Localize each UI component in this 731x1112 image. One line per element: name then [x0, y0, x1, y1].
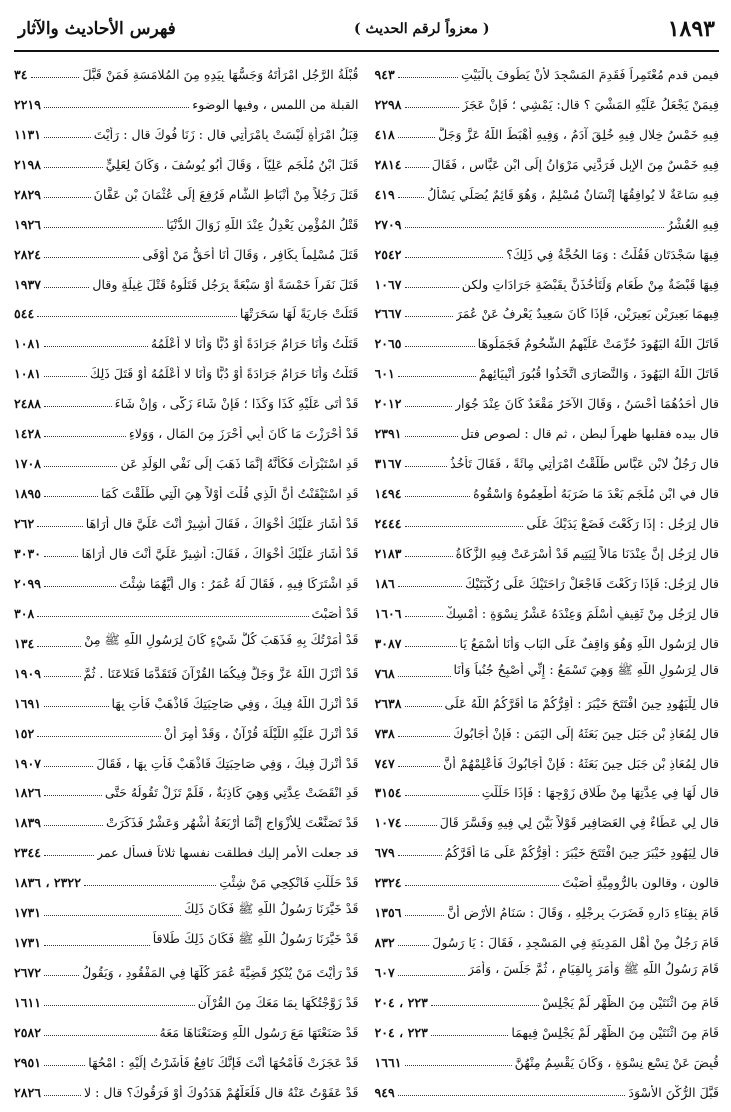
index-entry: [375, 56, 720, 86]
entry-text: قال لِيَهُودِ خَيْبَرَ حِينَ افْتَتَحَ خَيْبَرَ : أُقِرُّكُمْ عَلَى مَا أَقَرَّكُمُ: [444, 845, 719, 861]
left-column: [14, 56, 367, 1104]
leader-dots: [405, 615, 443, 617]
hadith-number: ١٤٢٨: [14, 426, 42, 442]
entry-text: قال في ابْنِ مُلْجَمٍ بَعْدَ مَا ضَرَبَهُ أَطْعِمُوهُ وَاسْقُوهُ: [473, 486, 719, 502]
entry-text: قال لَهَا فِي عِدَّتِهَا مِنْ طَلاقِ زَوْجِهَا : فَإِذَا حَلَلْتِ: [481, 785, 719, 801]
leader-dots: [398, 585, 462, 587]
hadith-number: ٢٩٥١: [14, 1054, 42, 1070]
entry-text: قَدْ أَتَى عَلَيْهِ كَذَا وَكَذَا ؛ فَإِنْ شَاءَ زَكَّى ، وَإِنْ شَاءَ: [114, 396, 359, 412]
entry-text: قال لِرَسُولِ اللَّهِ ﷺ وَهِيَ تَسْمَعُ : إِنِّي أُصْبِحُ جُنُباً وَأَنَا: [453, 661, 719, 677]
index-entry: [14, 1044, 359, 1074]
entry-text: قَتَلَتْ جَارِيَةً لَهَا سَحَرَتْهَا: [239, 306, 359, 322]
hadith-number: ٢٥٤٢: [374, 246, 402, 262]
index-entry: [375, 445, 720, 475]
entry-text: قال لِمُعَاذِ بْنِ جَبَلٍ حِينَ بَعَثَهُ : فَإِنْ أَجَابُوكَ فَأَعْلِمْهُمْ أَنَّ: [443, 755, 719, 771]
entry-text: قَدِ اشْتَرَكَا فِيهِ ، فَقَالَ لَهُ عُمَرُ : وَالِ أَيَّهُمَا شِئْتَ: [119, 575, 359, 591]
index-entry: [375, 745, 720, 775]
entry-text: قَدْ خَيَّرَنَا رَسُولُ اللَّهِ ﷺ فَكَانَ ذَلِكَ: [184, 901, 359, 917]
leader-dots: [398, 136, 435, 138]
hadith-number: ١٩٠٩: [14, 665, 42, 681]
hadith-number: ٢٢٣ ، ٢٠٤: [374, 995, 428, 1010]
entry-text: فيمن قدم مُعْتَمِراً فَقَدِمَ المَسْجِدَ لأَنْ يَطُوفَ بِالْبَيْتِ: [461, 66, 719, 82]
leader-dots: [398, 1094, 626, 1096]
entry-text: قَدْ تَصَنَّعْتَ لِلأَزْوَاجِ إِنَّمَا أَرْبَعَةُ أَشْهُرٍ وَعَشْرٌ فَذَكَرَتْ: [105, 815, 359, 831]
hadith-number: ٦٠١: [374, 366, 395, 382]
hadith-number: ٢٤٤٤: [374, 516, 402, 531]
index-entry: [14, 775, 359, 805]
leader-dots: [405, 256, 504, 258]
entry-text: قَدْ زَوَّجْتُكَهَا بِمَا مَعَكَ مِنَ القُرْآنِ: [197, 995, 359, 1010]
index-entry: [375, 1044, 720, 1074]
hadith-number: ٢٧٠٩: [374, 216, 402, 232]
hadith-number: ١٣٤: [14, 635, 35, 651]
entry-text: قَدِ انْقَضَتْ عِدَّتِي وَهِيَ كَاذِبَةٌ ، فَلَمْ تَزَلْ تَقُولُهُ حَتَّى: [104, 785, 359, 801]
leader-dots: [44, 166, 103, 168]
leader-dots: [431, 1004, 539, 1006]
leader-dots: [44, 1094, 81, 1096]
index-entry: [14, 505, 359, 535]
entry-text: قال لِرَجُلٍ إِنَّ عِنْدَنَا مَالاً لِيَتِيمٍ قَدْ أَسْرَعَتْ فِيهِ الزَّكَاةُ: [455, 545, 719, 561]
index-entry: [14, 954, 359, 984]
right-column: [367, 56, 720, 1104]
hadith-number: ٣٠٣٠: [14, 545, 42, 561]
hadith-number: ٢٤٨٨: [14, 396, 42, 412]
hadith-number: ١٤٩٤: [374, 486, 402, 502]
leader-dots: [398, 854, 442, 856]
entry-text: قد جعلت الأمر إليك فطلقت نفسها ثلاثاً فسأل عمر: [96, 845, 359, 861]
entry-text: قَدْ صَنَعْتَهَا مَعَ رَسُولِ اللَّهِ وَصَنَعْنَاهَا مَعَهُ: [159, 1024, 359, 1040]
index-entry: [14, 116, 359, 146]
entry-text: قَتَلَ رَجُلاً مِنْ أَنْبَاطِ الشَّامِ فَرُفِعَ إِلَى عُثْمَانَ بْنِ عَفَّانَ: [93, 186, 359, 202]
entry-text: قَدِ اسْتَبْرَأْتَ فَكَأَنَّهُ إِنَّمَا ذَهَبَ إِلَى نَفْيِ الوَلَدِ عَنِ: [120, 456, 359, 472]
index-entry: [375, 176, 720, 206]
entry-text: قَدْ أُنْزِلَ عَلَيْهِ اللَّيْلَةَ قُرْآنٌ ، وَقَدْ أُمِرَ أَنْ: [163, 725, 359, 741]
leader-dots: [37, 315, 237, 317]
hadith-number: ٢٠٩٩: [14, 575, 42, 591]
entry-text: قَامَ رَسُولُ اللَّهِ ﷺ وَأَمَرَ بِالقِيَامِ ، ثُمَّ جَلَسَ ، وَأَمَرَ: [467, 961, 719, 977]
entry-text: قال لِلْيَهُودِ حِينَ افْتَتَحَ خَيْبَرَ : أُقِرُّكُمْ مَا أَقَرَّكُمُ اللَّهُ عَلَى: [444, 695, 719, 711]
entry-text: قَبَّلَ الرُّكْنَ الأَسْوَدَ: [628, 1084, 719, 1100]
entry-text: قَتَلْتُ وَأَنَا حَرَامٌ جَرَادَةً أَوْ دُبًّا وَأَنَا لا أَعْلَمُهُ أَوْ قَتَلَ ذَلِكَ: [89, 366, 359, 382]
index-entry: [14, 834, 359, 864]
entry-text: قَدْ رَأَيْتَ مَنْ يُنْكِرُ قَضِيَّةَ عُمَرَ كُلَّهَا فِي المَفْقُودِ ، وَيَقُولُ: [82, 965, 359, 981]
index-entry: [375, 355, 720, 385]
index-entry: [14, 56, 359, 86]
entry-text: فِيهِ خَمْسُ خِلالٍ فِيهِ خُلِقَ آدَمُ ، وَفِيهِ أَهْبَطَ اللَّهُ عَزَّ وَجَلَّ: [438, 126, 719, 142]
index-entry: [14, 535, 359, 565]
index-entry: [14, 595, 359, 625]
hadith-number: ٢٨٢٤: [14, 246, 42, 262]
leader-dots: [405, 495, 471, 497]
hadith-number: ٢٥٨٢: [14, 1024, 42, 1040]
leader-dots: [398, 196, 425, 198]
hadith-number: ١١٣١: [14, 126, 42, 142]
header-center-note: ( معزواً لرقم الحديث ): [353, 21, 490, 37]
index-entry: [14, 894, 359, 924]
leader-dots: [44, 405, 112, 407]
entry-text: قَدْ عَفَوْتُ عَنْهُ قال فَلَعَلَّهُمْ هَدَدُوكَ أَوْ فَرَقُوكَ؟ قال : لا: [84, 1084, 359, 1100]
hadith-number: ٢٨٢٦: [14, 1084, 42, 1100]
leader-dots: [405, 106, 460, 108]
leader-dots: [44, 974, 79, 976]
hadith-number: ٥٤٤: [14, 306, 35, 322]
entry-text: قَامَ رَجُلٌ مِنْ أَهْلِ المَدِينَةِ فِي المَسْجِدِ ، فَقَالَ : يَا رَسُولَ: [432, 935, 719, 951]
hadith-number: ٦٠٧: [374, 965, 395, 981]
entry-text: فِيهِ خَمْسٌ مِنَ الإِبِلِ فَرَدَّنِي مَرْوَانُ إِلَى ابْنِ عَبَّاسٍ ، فَقَالَ: [431, 156, 719, 172]
leader-dots: [44, 465, 117, 467]
hadith-number: ٢١٩٨: [14, 156, 42, 172]
hadith-number: ١٧٣١: [14, 905, 42, 921]
entry-text: القبلة من اللمس ، وفيها الوضوء: [192, 96, 359, 112]
hadith-number: ٩٤٣: [374, 66, 395, 82]
leader-dots: [405, 914, 445, 916]
leader-dots: [405, 705, 442, 707]
hadith-number: ٢٦٦٧: [374, 306, 402, 322]
index-entry: [14, 415, 359, 445]
index-entry: [14, 475, 359, 505]
hadith-number: ١٠٨١: [14, 366, 42, 382]
index-entry: [14, 86, 359, 116]
hadith-number: ٢٢١٩: [14, 96, 42, 112]
hadith-number: ٢٣٤٤: [14, 845, 42, 861]
leader-dots: [37, 645, 81, 647]
hadith-number: ٢٠١٢: [374, 396, 402, 412]
leader-dots: [398, 375, 476, 377]
leader-dots: [44, 854, 94, 856]
leader-dots: [44, 256, 139, 258]
hadith-number: ٤١٩: [374, 186, 395, 202]
index-entry: [375, 266, 720, 296]
leader-dots: [398, 735, 450, 737]
index-entry: [14, 355, 359, 385]
hadith-number: ١٩٣٧: [14, 276, 42, 292]
leader-dots: [44, 136, 91, 138]
hadith-number: ١٠٨١: [14, 336, 42, 352]
hadith-number: ٢٢٣ ، ٢٠٤: [374, 1024, 428, 1040]
hadith-number: ٣٠٨٧: [374, 635, 402, 651]
hadith-number: ٣٤: [14, 66, 28, 82]
leader-dots: [405, 884, 560, 886]
hadith-number: ٧٤٧: [374, 755, 395, 771]
index-entry: [14, 385, 359, 415]
leader-dots: [398, 76, 458, 78]
index-entry: [375, 565, 720, 595]
entry-text: قال لِرَجُلٍ مِنْ ثَقِيفٍ أَسْلَمَ وَعِنْدَهُ عَشْرُ نِسْوَةٍ : أَمْسِكْ: [445, 605, 719, 621]
hadith-number: ٢٣٩١: [374, 426, 402, 442]
leader-dots: [37, 615, 308, 617]
entry-text: فِيهِ سَاعَةٌ لا يُوافِقُهَا إِنْسَانٌ مُسْلِمٌ ، وَهُوَ قَائِمٌ يُصَلِّي يَسْأَلُ: [427, 186, 719, 202]
entry-text: قَدْ أَشَارَ عَلَيْكَ أَخْوَاكَ ، فَقَالَ: أَشِيرْ عَلَيَّ أَنْتَ قال أَرَاهَا: [81, 545, 359, 561]
index-entry: [14, 1074, 359, 1104]
hadith-number: ٣٠٨: [14, 605, 35, 621]
index-entry: [375, 685, 720, 715]
index-entry: [14, 445, 359, 475]
leader-dots: [44, 196, 91, 198]
hadith-number: ٣١٥٤: [374, 785, 402, 801]
index-entry: [375, 206, 720, 236]
entry-text: قَدْ أَنْزَلَ اللَّهُ عَزَّ وَجَلَّ فِيكُمَا القُرْآنَ فَتَقَدَّمَا فَتَلاعَنَا . ثُمَّ: [83, 665, 359, 681]
index-entry: [375, 116, 720, 146]
index-entry: [14, 625, 359, 655]
header-title: فهرس الأحاديث والآثار: [18, 19, 176, 39]
leader-dots: [431, 1034, 508, 1036]
index-entry: [375, 775, 720, 805]
index-entry: [375, 834, 720, 864]
hadith-number: ٨٣٢: [374, 935, 395, 951]
hadith-number: ١٧٣١: [14, 935, 42, 951]
leader-dots: [44, 375, 87, 377]
leader-dots: [405, 286, 459, 288]
index-entry: [375, 864, 720, 894]
leader-dots: [405, 525, 524, 527]
index-entry: [14, 565, 359, 595]
entry-text: قَتَلَ نَفَراً خَمْسَةً أَوْ سَبْعَةً بِرَجُلٍ قَتَلُوهُ قَتْلَ غِيلَةٍ وقال: [92, 276, 359, 292]
entry-text: قال رَجُلٌ لابْنِ عَبَّاسٍ طَلَّقْتُ امْرَأَتِي مِائَةً ، فَقَالَ تَأْخُذُ: [450, 456, 719, 472]
leader-dots: [44, 345, 148, 347]
hadith-number: ٢١٨٣: [374, 545, 402, 561]
entry-text: قال لِي عَطَاءٌ فِي العَصَافِيرِ قَوْلاً بَيَّنَ لِي فِيهِ وَفَسَّرَ قَالَ: [439, 815, 719, 831]
leader-dots: [37, 525, 82, 527]
index-entry: [14, 1014, 359, 1044]
index-entry: [14, 296, 359, 326]
leader-dots: [398, 974, 465, 976]
entry-text: قال بيده فقلبها ظهراً لبطن ، ثم قال : لصوص فتل: [460, 426, 719, 442]
hadith-number: ١٧٠٨: [14, 456, 42, 472]
entry-text: قُبِضَ عَنْ تِسْعِ نِسْوَةٍ ، وَكَانَ يَقْسِمُ مِنْهُنَّ: [514, 1054, 719, 1070]
entry-text: قالون ، وقالون بالرُّومِيَّةِ أَصَبْتَ: [562, 875, 719, 891]
index-entry: [14, 984, 359, 1014]
hadith-number: ٢٠٦٥: [374, 336, 402, 352]
index-entry: [375, 924, 720, 954]
index-entry: [375, 625, 720, 655]
hadith-number: ٣١٦٧: [374, 456, 402, 472]
index-columns: [14, 56, 719, 1104]
hadith-number: ٦٧٩: [374, 845, 395, 861]
index-entry: [375, 236, 720, 266]
entry-text: قَدْ أَصَبْتَ: [311, 605, 359, 621]
leader-dots: [405, 226, 664, 228]
leader-dots: [44, 1004, 195, 1006]
entry-text: قَدْ أَمَرْتُكَ بِهِ فَذَهَبَ كُلُّ شَيْءٍ كَانَ لِرَسُولِ اللَّهِ ﷺ مِنْ: [84, 631, 359, 647]
entry-text: فِيهِ العُشْرُ: [666, 216, 719, 232]
entry-text: فِيهَا قَبْضَةٌ مِنْ طَعَامٍ وَلَتَأْخُذَنَّ بِقَبْضَةٍ جَرَادَاتٍ ولكن: [461, 276, 719, 292]
entry-text: قَتَلَ ابْنُ مُلْجَمٍ عَلِيّاً ، وَقَالَ أَبُو يُوسُفَ ، وَكَانَ لِعَلِيٍّ: [105, 156, 359, 172]
hadith-number: ١٨٩٥: [14, 486, 42, 502]
index-entry: [14, 236, 359, 266]
hadith-number: ٢٨٢٩: [14, 186, 42, 202]
hadith-number: ١٨٣٩: [14, 815, 42, 831]
entry-text: قَدْ عَجَزَتْ فَأَمْحُهَا أَنْتَ فَإِنَّكَ نَافِعٌ فَأَشَرْتُ إِلَيْهِ : امْحُهَا: [88, 1054, 359, 1070]
index-entry: [375, 325, 720, 355]
hadith-number: ٢٢٩٨: [374, 96, 402, 112]
hadith-number: ٢٣٢٢ ، ١٨٣٦: [14, 875, 81, 891]
index-entry: [375, 505, 720, 535]
leader-dots: [44, 824, 103, 826]
page-number: ١٨٩٣: [667, 16, 715, 42]
hadith-number: ١٨٢٦: [14, 785, 42, 801]
leader-dots: [405, 405, 452, 407]
leader-dots: [44, 495, 98, 497]
entry-text: قَدْ أُنْزِلَ اللَّهُ فِيكَ ، وَفِي صَاحِبَتِكَ فَاذْهَبْ فَأْتِ بِهَا: [111, 695, 359, 711]
leader-dots: [44, 1034, 156, 1036]
leader-dots: [405, 315, 453, 317]
index-entry: [375, 894, 720, 924]
index-entry: [14, 685, 359, 715]
leader-dots: [405, 465, 448, 467]
entry-text: فِيهَا سَجْدَتَانِ فَقُلْتُ : وَمَا الحُجَّةُ فِي ذَلِكَ؟: [506, 246, 719, 262]
page-header: [14, 8, 719, 52]
index-entry: [14, 325, 359, 355]
entry-text: قَاتَلَ اللَّهُ اليَهُودَ حُرِّمَتْ عَلَيْهِمُ الشُّحُومُ فَجَمَلُوهَا: [477, 336, 719, 352]
entry-text: قال لِمُعَاذِ بْنِ جَبَلٍ حِينَ بَعَثَهُ إِلَى اليَمَنِ : فَإِنْ أَجَابُوكَ: [453, 725, 719, 741]
index-entry: [375, 86, 720, 116]
entry-text: قَدْ أُنْزِلَ فِيكَ ، وَفِي صَاحِبَتِكَ فَاذْهَبْ فَأْتِ بِهَا ، فَقَالَ: [96, 755, 359, 771]
hadith-number: ٢٦٣٨: [374, 695, 402, 711]
leader-dots: [44, 794, 102, 796]
leader-dots: [405, 1064, 512, 1066]
entry-text: قَدْ أَحْرَزْتَ مَا كَانَ أَبِي أَحْرَزَ مِنَ المَالِ ، وَوَلاءِ: [128, 426, 359, 442]
hadith-number: ٧٦٨: [374, 665, 395, 681]
leader-dots: [84, 884, 216, 886]
leader-dots: [44, 765, 93, 767]
entry-text: قَدْ أَشَارَ عَلَيْكَ أَخْوَاكَ ، فَقَالَ أَشِيرْ أَنْتَ عَلَيَّ قال أَرَاهَا: [85, 516, 359, 531]
index-entry: [375, 415, 720, 445]
entry-text: فِيمَنْ يَجْعَلُ عَلَيْهِ المَشْيَ ؟ قال: يَمْشِي ؛ فَإِنْ عَجَزَ: [462, 96, 719, 112]
index-entry: [375, 1074, 720, 1104]
leader-dots: [44, 675, 80, 677]
index-entry: [14, 655, 359, 685]
leader-dots: [31, 76, 80, 78]
leader-dots: [405, 345, 475, 347]
index-entry: [375, 954, 720, 984]
entry-text: قال لِرَجُلٍ : إِذَا رَكَعْتَ فَضَعْ يَدَيْكَ عَلَى: [526, 516, 719, 531]
entry-text: قُبْلَةُ الرَّجُلِ امْرَأَتَهُ وَجَسُّهَا بِيَدِهِ مِنَ المُلامَسَةِ فَمَنْ قَبَّلَ: [82, 66, 359, 82]
index-entry: [375, 804, 720, 834]
leader-dots: [398, 944, 429, 946]
entry-text: قال أَحَدُهُمَا أَحْسَنُ ، وَقَالَ الآخَرُ مَقْعَدٌ كَانَ عِنْدَ جُوَارٍ: [454, 396, 719, 412]
hadith-number: ١٠٦٧: [374, 276, 402, 292]
entry-text: قَامَ مِنَ اثْنَتَيْنِ مِنَ الظُّهْرِ لَمْ يَجْلِسْ: [542, 995, 719, 1010]
leader-dots: [44, 944, 150, 946]
entry-text: قِبَلُ امْرَأَةٍ لَيْسَتْ بِامْرَأَتِي قال : زَنَا فُوكَ قال : رَأَيْتَ: [93, 126, 359, 142]
leader-dots: [44, 226, 163, 228]
leader-dots: [405, 824, 437, 826]
index-entry: [14, 146, 359, 176]
page: [14, 8, 719, 1104]
hadith-number: ٩٤٩: [374, 1084, 395, 1100]
leader-dots: [44, 1064, 85, 1066]
hadith-number: ١٨٦: [374, 575, 395, 591]
leader-dots: [44, 555, 78, 557]
hadith-number: ٢٦٢: [14, 516, 35, 531]
leader-dots: [405, 645, 457, 647]
entry-text: قَتَلْتُ وَأَنَا حَرَامٌ جَرَادَةً أَوْ دُبًّا وَأَنَا لا أَعْلَمُهُ: [150, 336, 359, 352]
entry-text: قَاتَلَ اللَّهُ اليَهُودَ ، وَالنَّصَارَى اتَّخَذُوا قُبُورَ أَنْبِيَائِهِمْ: [478, 366, 719, 382]
hadith-number: ٢٨١٤: [374, 156, 402, 172]
leader-dots: [44, 914, 181, 916]
hadith-number: ١٥٢: [14, 725, 35, 741]
leader-dots: [398, 765, 440, 767]
index-entry: [375, 535, 720, 565]
index-entry: [14, 745, 359, 775]
hadith-number: ٢٣٢٤: [374, 875, 402, 891]
entry-text: قَدْ خَيَّرَنَا رَسُولُ اللَّهِ ﷺ فَكَانَ ذَلِكَ طَلاقاً: [152, 931, 359, 947]
entry-text: قال لِرَجُلٍ: فَإِذَا رَكَعْتَ فَاجْعَلْ رَاحَتَيْكَ عَلَى رُكْبَتَيْكَ: [465, 575, 719, 591]
index-entry: [375, 385, 720, 415]
index-entry: [14, 924, 359, 954]
index-entry: [14, 864, 359, 894]
hadith-number: ١٦٦١: [374, 1054, 402, 1070]
leader-dots: [44, 435, 126, 437]
entry-text: قال لِرَسُولِ اللَّهِ وَهُوَ وَاقِفٌ عَلَى البَابِ وَأَنَا أَسْمَعُ يَا: [459, 635, 719, 651]
index-entry: [14, 206, 359, 236]
index-entry: [14, 715, 359, 745]
leader-dots: [398, 675, 451, 677]
hadith-number: ١٦٠٦: [374, 605, 402, 621]
index-entry: [375, 475, 720, 505]
leader-dots: [405, 555, 453, 557]
hadith-number: ١٣٥٦: [374, 905, 402, 921]
entry-text: قَدْ حَلَلْتِ فَانْكِحِي مَنْ شِئْتِ: [219, 875, 359, 891]
leader-dots: [37, 735, 161, 737]
hadith-number: ١٩٠٧: [14, 755, 42, 771]
index-entry: [14, 266, 359, 296]
leader-dots: [44, 286, 89, 288]
leader-dots: [44, 705, 108, 707]
leader-dots: [44, 106, 189, 108]
index-entry: [375, 146, 720, 176]
index-entry: [14, 176, 359, 206]
entry-text: فِيهِمَا بَعِيرَيْنِ بَعِيرَيْنِ، فَإِذَا كَانَ سَعِيدٌ يَعْرِفُ عَنْ عُمَرَ: [455, 306, 719, 322]
entry-text: قَدِ اسْتَيْقَنْتُ أَنَّ الَّذِي قُلْتَ أَوْلاً هِيَ الَّتِي طَلَّقْتَ كَمَا: [100, 486, 359, 502]
index-entry: [375, 655, 720, 685]
hadith-number: ٤١٨: [374, 126, 395, 142]
index-entry: [375, 715, 720, 745]
index-entry: [375, 595, 720, 625]
leader-dots: [405, 794, 479, 796]
index-entry: [375, 1014, 720, 1044]
leader-dots: [44, 585, 116, 587]
hadith-number: ١٦١١: [14, 995, 42, 1010]
hadith-number: ٧٣٨: [374, 725, 395, 741]
leader-dots: [405, 435, 458, 437]
leader-dots: [405, 166, 429, 168]
hadith-number: ١٠٧٤: [374, 815, 402, 831]
entry-text: قَتَلَ مُسْلِماً بِكَافِرٍ ، وَقَالَ أَنَا أَحَقُّ مَنْ أَوْفَى: [142, 246, 359, 262]
index-entry: [14, 804, 359, 834]
entry-text: قَتْلُ المُؤْمِنِ يَعْدِلُ عِنْدَ اللَّهِ زَوَالَ الدُّنْيَا: [166, 216, 359, 232]
entry-text: قَامَ بِفِنَاءِ دَارِهِ فَضَرَبَ بِرِجْلِهِ ، وَقَالَ : سَنَامُ الأَرْضِ أَنَّ: [447, 905, 719, 921]
hadith-number: ١٩٢٦: [14, 216, 42, 232]
hadith-number: ١٦٩١: [14, 695, 42, 711]
index-entry: [375, 984, 720, 1014]
hadith-number: ٢٦٧٢: [14, 965, 42, 981]
entry-text: قَامَ مِنَ اثْنَتَيْنِ مِنَ الظُّهْرِ لَمْ يَجْلِسْ فِيهِمَا: [511, 1024, 719, 1040]
index-entry: [375, 296, 720, 326]
